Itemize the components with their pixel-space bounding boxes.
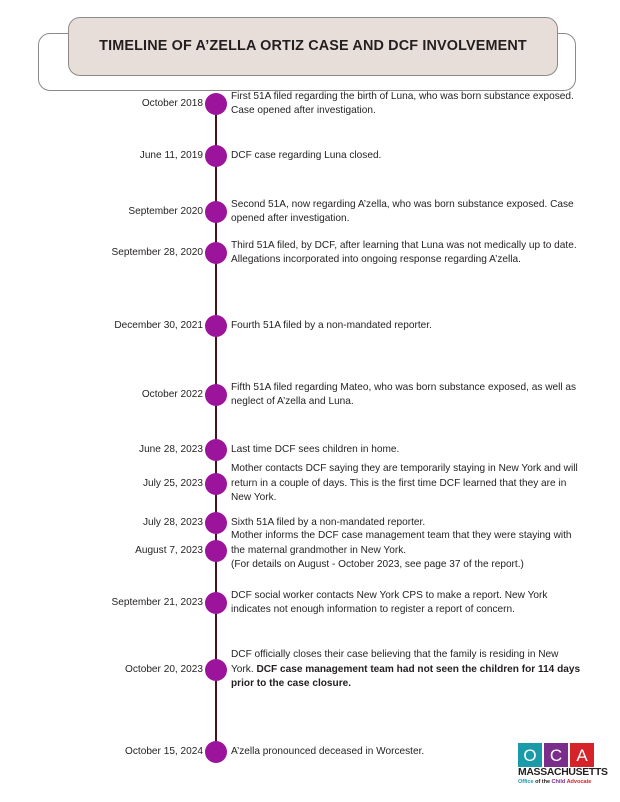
logo-state-label: MASSACHUSETTS (518, 767, 608, 778)
event-date: December 30, 2021 (114, 320, 203, 332)
logo-letter-squares (518, 743, 594, 767)
event-description: Last time DCF sees children in home. (231, 443, 400, 455)
event-date: June 11, 2019 (139, 150, 203, 162)
event-date: July 28, 2023 (142, 517, 203, 529)
event-date: October 2022 (141, 389, 203, 401)
event-description: Mother contacts DCF saying they are temporarily staying in New York and will return in a couple of days. This is the first time DCF learned that they are in New York. (231, 463, 578, 504)
timeline-event (0, 286, 620, 366)
event-marker-dot (205, 93, 227, 115)
event-description: DCF officially closes their case believing that the family is residing in New York. DCF case management team had not seen the children for 114 days prior to the case closure. (231, 649, 581, 690)
event-date: October 15, 2024 (125, 746, 203, 758)
event-description-emphasis: DCF case management team had not seen the children for 114 days prior to the case closure. (231, 663, 581, 690)
event-description: A’zella pronounced deceased in Worcester. (231, 745, 425, 757)
event-date: October 2018 (141, 98, 203, 110)
event-date: July 25, 2023 (142, 478, 203, 490)
event-marker-dot (205, 659, 227, 681)
logo-tagline-part-2: of the (535, 779, 551, 786)
event-marker-dot (205, 540, 227, 562)
event-description: Fifth 51A filed regarding Mateo, who was born substance exposed, as well as neglect of A’zella and Luna. (231, 381, 577, 408)
event-marker-dot (205, 315, 227, 337)
event-marker-dot (205, 384, 227, 406)
event-date: September 21, 2023 (111, 597, 203, 609)
event-description: Fourth 51A filed by a non-mandated reporter. (231, 319, 432, 331)
event-date: August 7, 2023 (135, 545, 203, 557)
event-marker-dot (205, 741, 227, 763)
event-description: DCF case regarding Luna closed. (231, 149, 382, 161)
event-marker-dot (205, 242, 227, 264)
logo-tagline-part-4: Advocate (566, 779, 592, 786)
event-description: DCF social worker contacts New York CPS to make a report. New York indicates not enough information to register a report of concern. (231, 589, 548, 616)
logo-tagline (518, 779, 594, 785)
event-description: First 51A filed regarding the birth of Luna, who was born substance exposed. Case opened after investigation. (231, 90, 574, 117)
page-title: TIMELINE OF A’ZELLA ORTIZ CASE AND DCF INVOLVEMENT (99, 37, 527, 54)
event-description: Mother informs the DCF case management team that they were staying with the maternal grandmother in New York. (For details on August - October 2023, see page 37 of the report.) (231, 530, 572, 571)
logo-letter-a: A (570, 743, 594, 767)
logo-tagline-part-1: Office (518, 779, 534, 786)
event-description: Second 51A, now regarding A’zella, who was born substance exposed. Case opened after investigation. (231, 198, 574, 225)
event-date: September 2020 (128, 206, 203, 218)
logo-letter-c: C (544, 743, 568, 767)
event-date: June 28, 2023 (139, 444, 203, 456)
logo-letter-o: O (518, 743, 542, 767)
event-date: September 28, 2020 (111, 247, 203, 259)
event-date: October 20, 2023 (125, 664, 203, 676)
oca-logo (518, 743, 608, 786)
event-description: Third 51A filed, by DCF, after learning that Luna was not medically up to date. Allegations incorporated into ongoing response regarding A’zella. (231, 239, 577, 266)
event-description: Sixth 51A filed by a non-mandated reporter. (231, 516, 426, 528)
event-marker-dot (205, 592, 227, 614)
timeline-event (0, 630, 620, 710)
event-marker-dot (205, 145, 227, 167)
timeline-event (0, 213, 620, 293)
logo-tagline-part-3: Child (551, 779, 566, 786)
